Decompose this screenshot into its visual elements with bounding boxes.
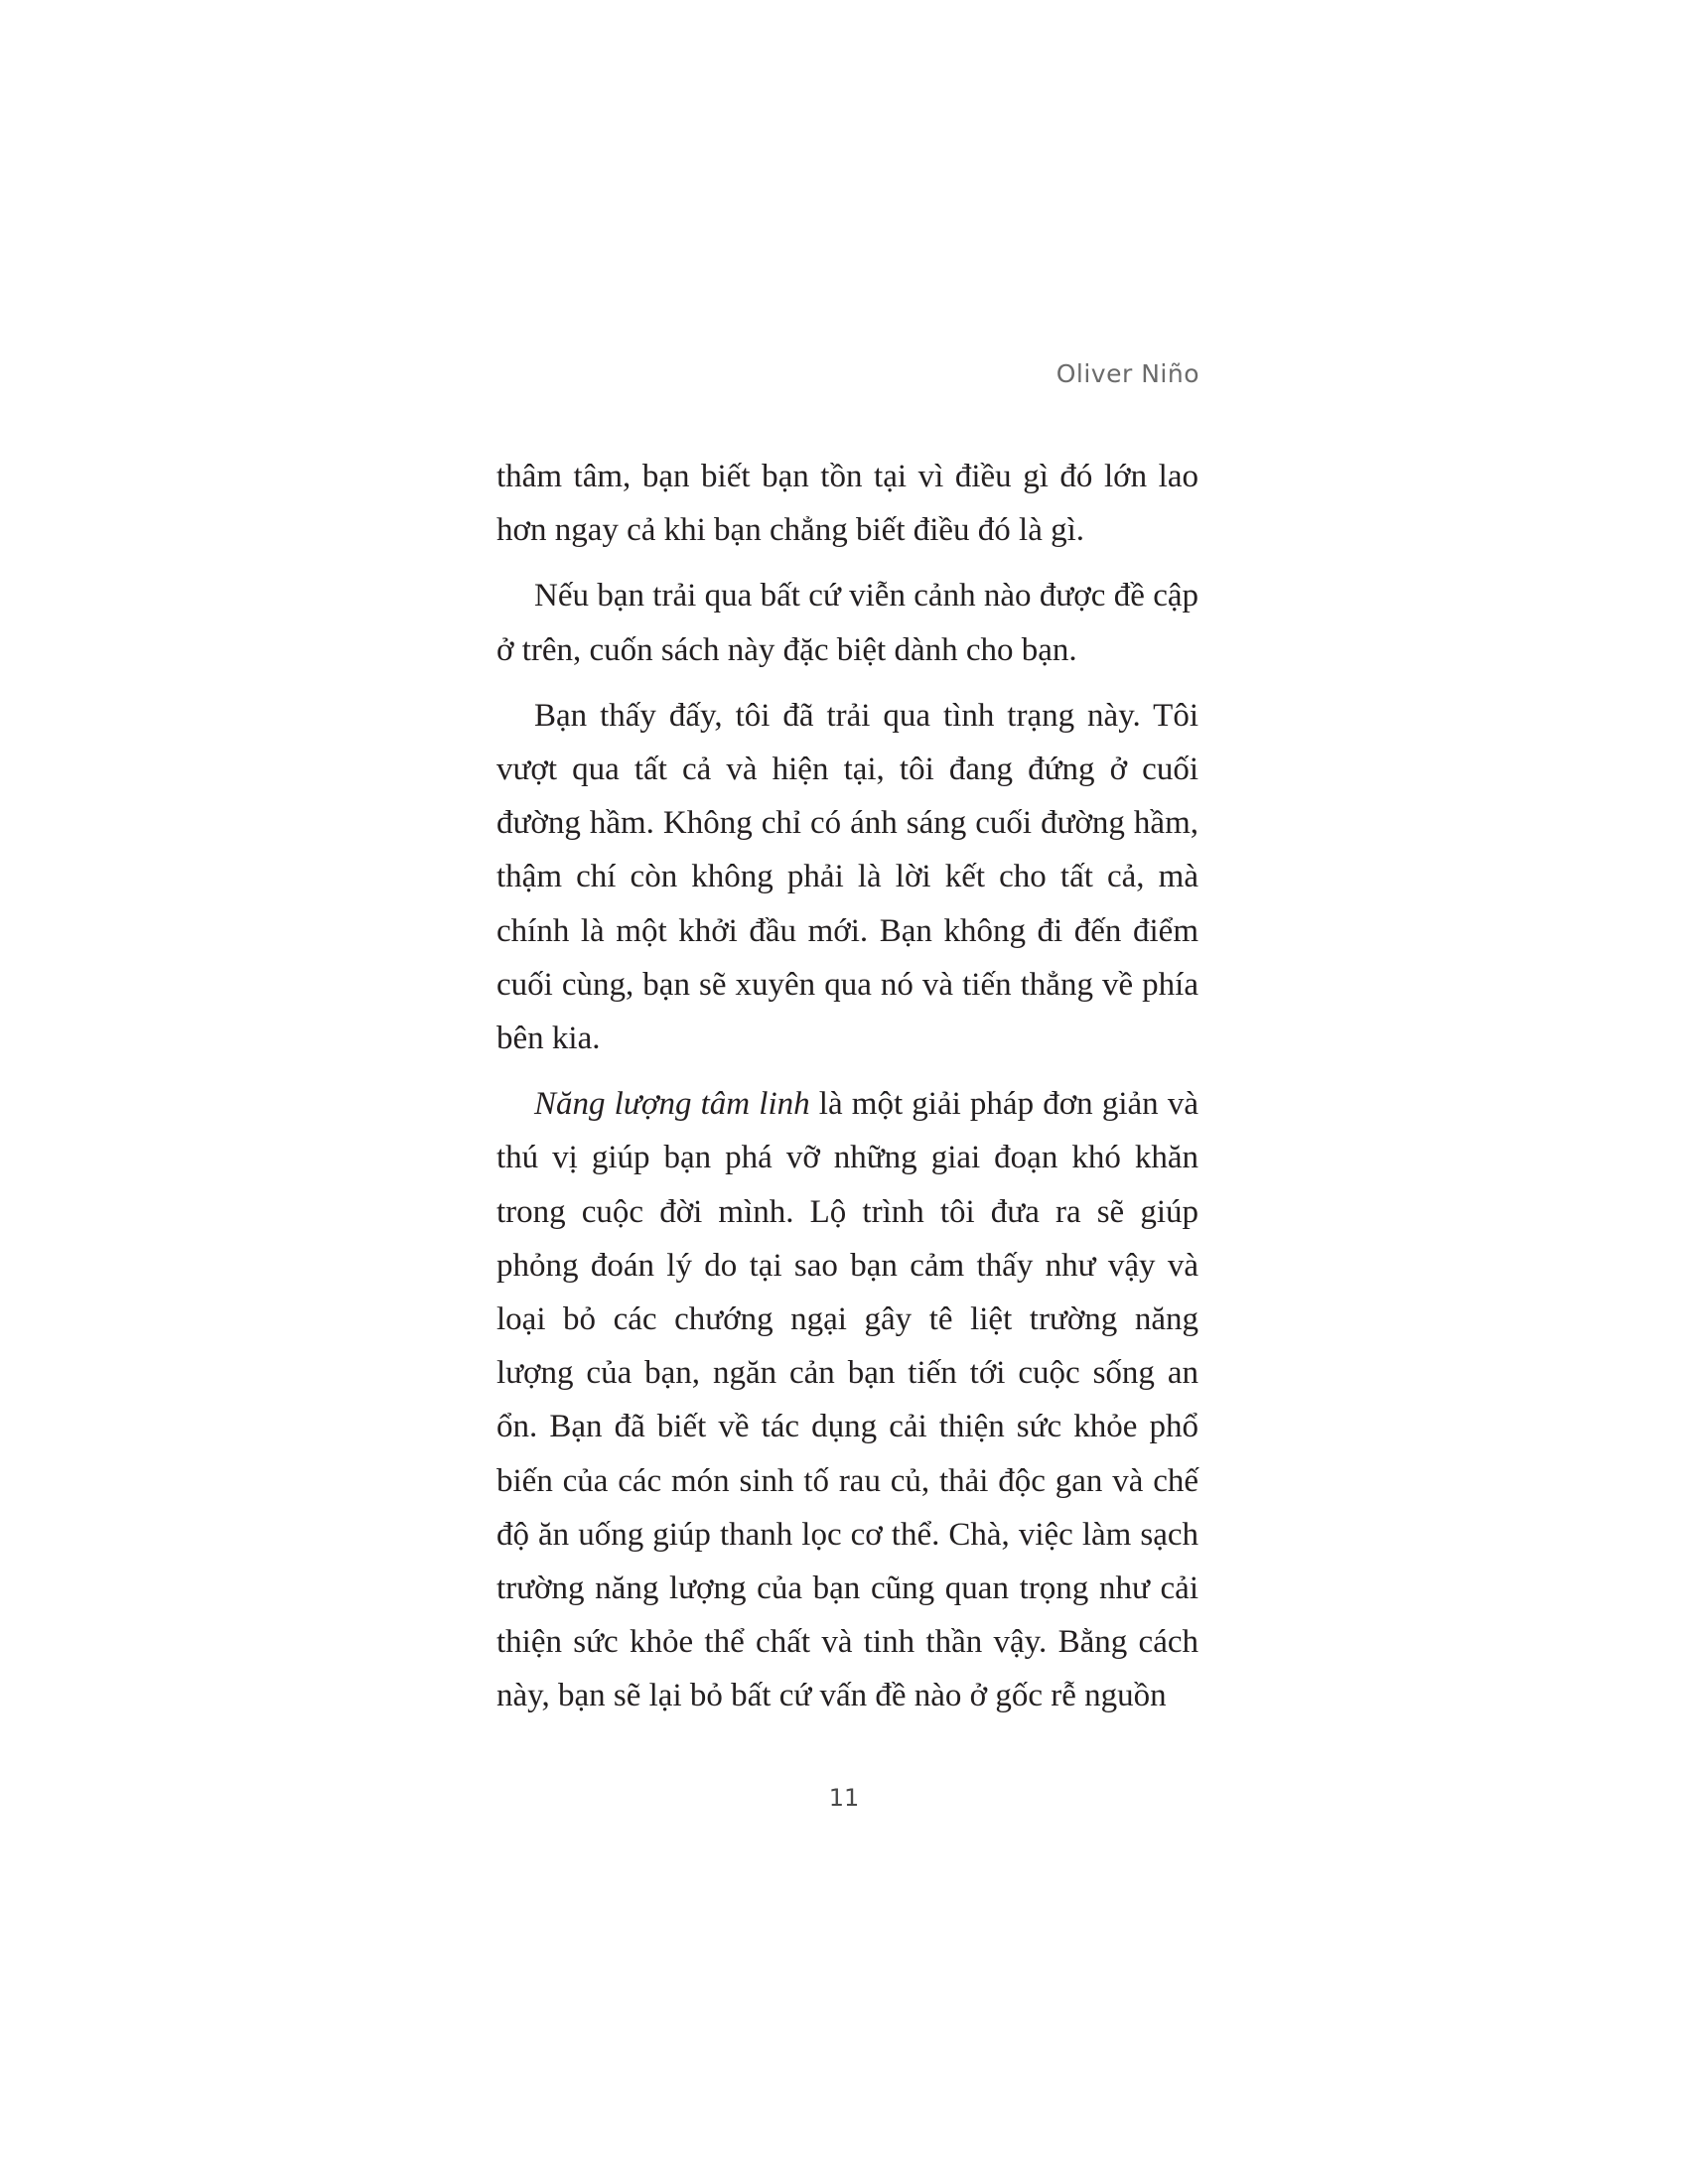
paragraph-1: thâm tâm, bạn biết bạn tồn tại vì điều gì đó lớn lao hơn ngay cả khi bạn chẳng biết điều đó là gì. [496, 459, 1198, 549]
book-title-italic: Năng lượng tâm linh [534, 1086, 810, 1123]
paragraph-3: Bạn thấy đấy, tôi đã trải qua tình trạng này. Tôi vượt qua tất cả và hiện tại, tôi đang đứng ở cuối đường hầm. Không chỉ có ánh sáng cuối đường hầm, thậm chí còn không phải là lời kết cho tất cả, mà chính là một khởi đầu mới. Bạn không đi đến điểm cuối cùng, bạn sẽ xuyên qua nó và tiến thẳng về phía bên kia. [496, 697, 1198, 1057]
page-number: 11 [828, 1784, 860, 1812]
paragraph-4-text: là một giải pháp đơn giản và thú vị giúp bạn phá vỡ những giai đoạn khó khăn trong cuộc đời mình. Lộ trình tôi đưa ra sẽ giúp phỏng đoán lý do tại sao bạn cảm thấy như vậy và loại bỏ các chướng ngại gây tê liệt trường năng lượng của bạn, ngăn cản bạn tiến tới cuộc sống an ổn. Bạn đã biết về tác dụng cải thiện sức khỏe phổ biến của các món sinh tố rau củ, thải độc gan và chế độ ăn uống giúp thanh lọc cơ thể. Chà, việc làm sạch trường năng lượng của bạn cũng quan trọng như cải thiện sức khỏe thể chất và tinh thần vậy. Bằng cách này, bạn sẽ lại bỏ bất cứ vấn đề nào ở gốc rễ nguồn [496, 1086, 1198, 1714]
body-text [496, 450, 1198, 1735]
paragraph-4 [496, 1077, 1198, 1722]
paragraph-2: Nếu bạn trải qua bất cứ viễn cảnh nào được đề cập ở trên, cuốn sách này đặc biệt dành cho bạn. [496, 578, 1198, 668]
running-header-author: Oliver Niño [1055, 359, 1199, 388]
